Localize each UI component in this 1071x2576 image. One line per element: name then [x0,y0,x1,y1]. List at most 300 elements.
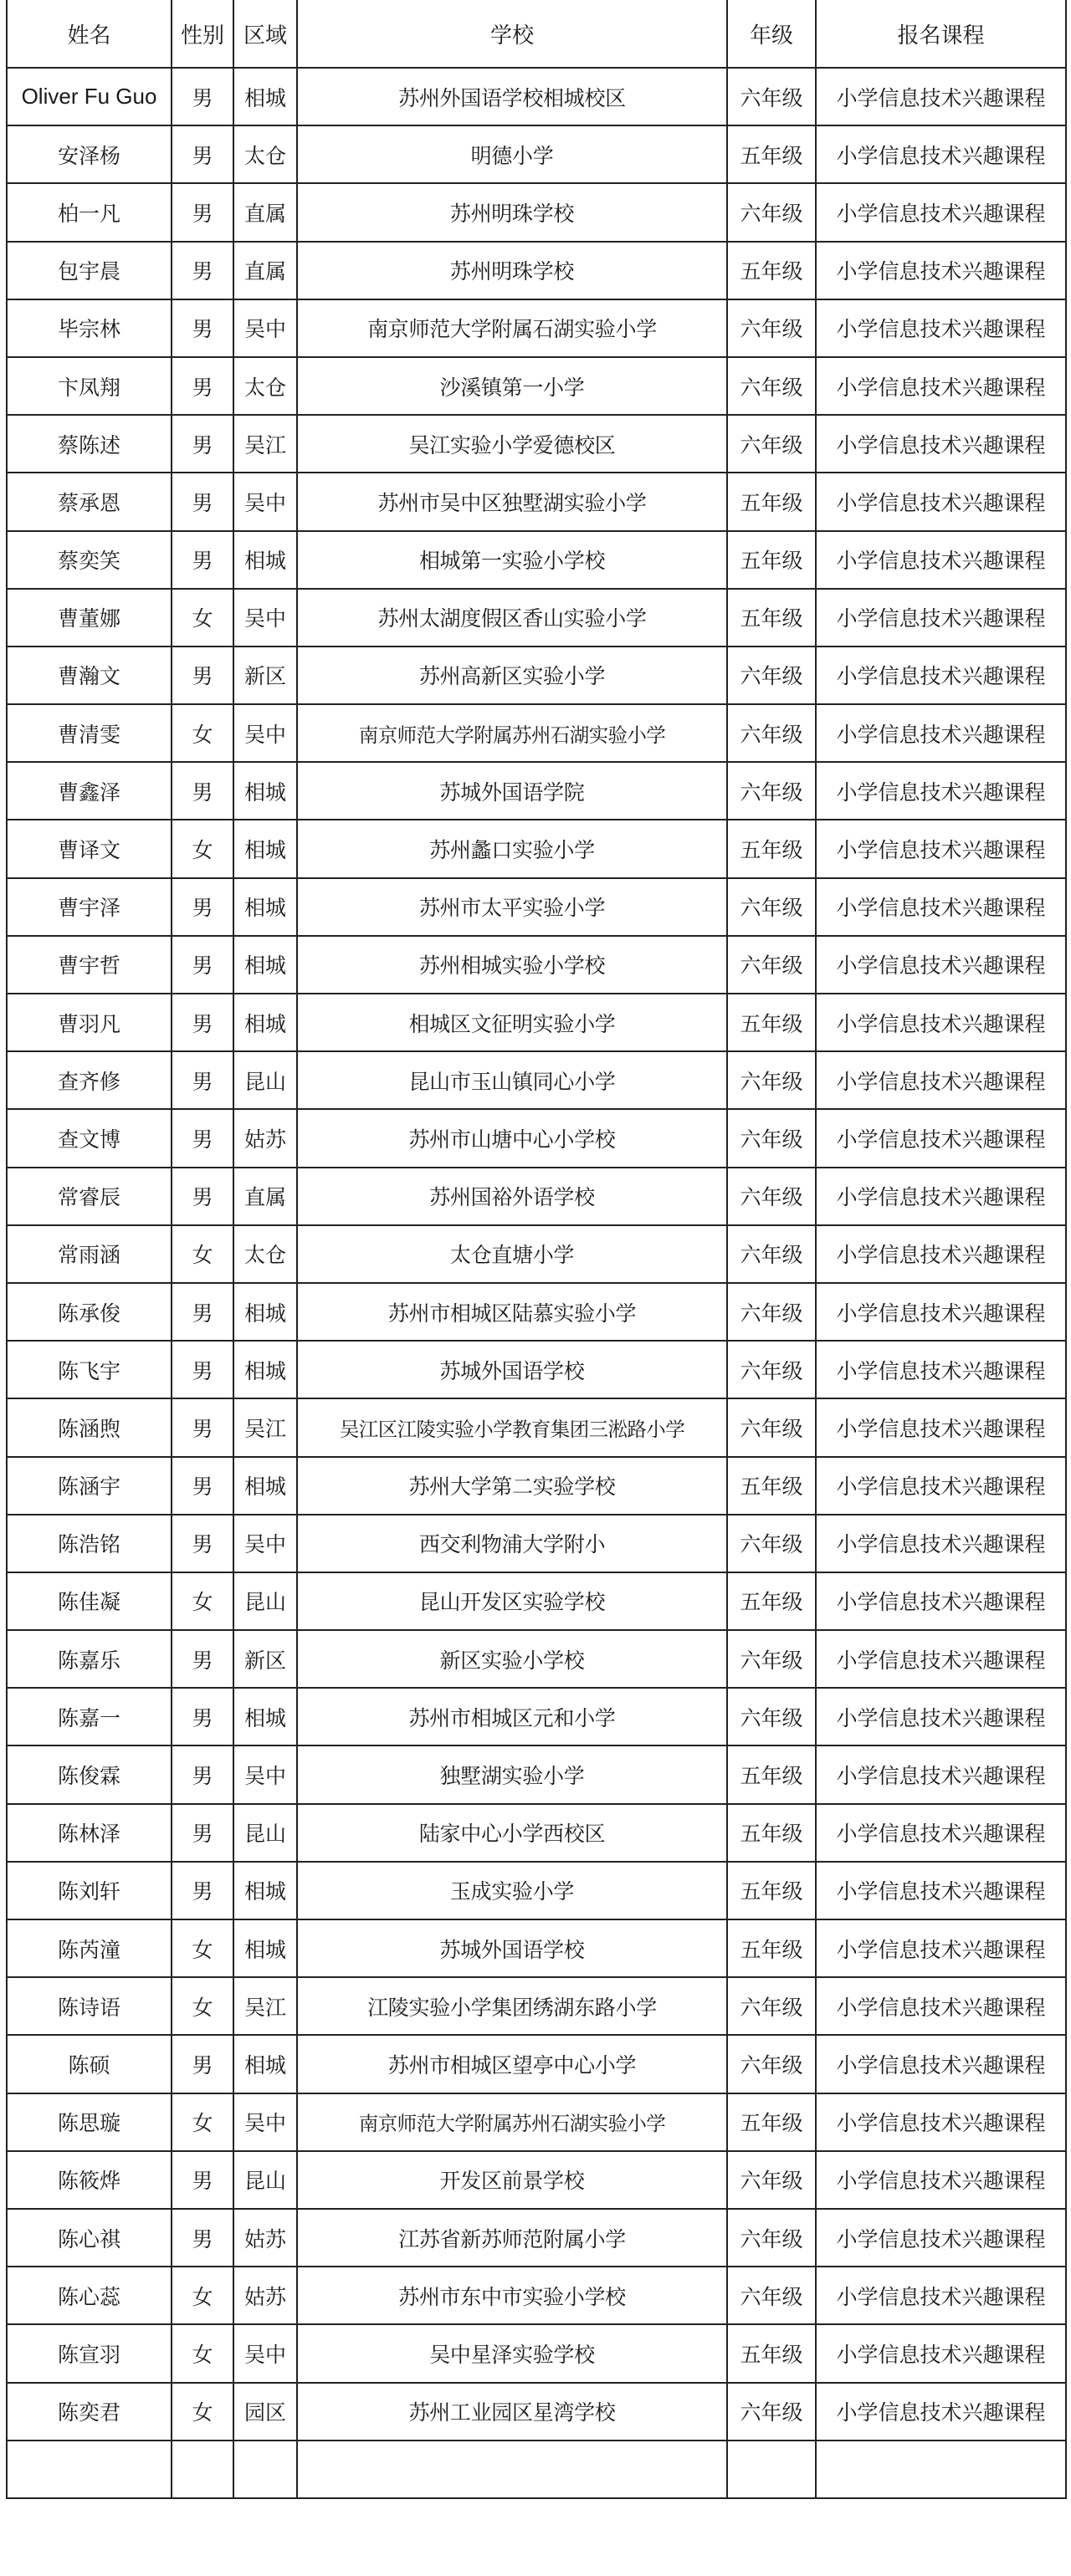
cell-course: 小学信息技术兴趣课程 [816,2035,1066,2093]
cell-area: 相城 [233,1341,297,1398]
cell-gender: 男 [172,1688,233,1745]
cell-grade: 五年级 [727,125,816,183]
cell-name: 陈奕君 [7,2383,172,2441]
cell-course: 小学信息技术兴趣课程 [816,1804,1066,1862]
cell-course: 小学信息技术兴趣课程 [816,299,1066,357]
cell-school: 苏州太湖度假区香山实验小学 [297,589,727,647]
cell-area: 相城 [233,936,297,994]
cell-gender: 男 [172,1168,233,1225]
cell-name: 曹瀚文 [7,647,172,704]
cell-school [297,2441,727,2498]
cell-course: 小学信息技术兴趣课程 [816,589,1066,647]
cell-grade: 六年级 [727,762,816,820]
cell-name: 卞凤翔 [7,357,172,415]
cell-gender: 男 [172,762,233,820]
table-row [7,1919,1066,1977]
cell-grade: 五年级 [727,820,816,877]
cell-gender: 男 [172,878,233,936]
cell-course: 小学信息技术兴趣课程 [816,415,1066,473]
table-row [7,1630,1066,1688]
cell-name: 陈思璇 [7,2093,172,2151]
cell-course: 小学信息技术兴趣课程 [816,1398,1066,1456]
cell-area: 太仓 [233,125,297,183]
cell-course: 小学信息技术兴趣课程 [816,2383,1066,2441]
table-row [7,1745,1066,1803]
cell-grade: 六年级 [727,2035,816,2093]
cell-course: 小学信息技术兴趣课程 [816,994,1066,1051]
cell-grade: 六年级 [727,1051,816,1109]
cell-area: 相城 [233,1283,297,1341]
cell-grade: 六年级 [727,357,816,415]
table-row [7,125,1066,183]
cell-area: 相城 [233,1862,297,1919]
cell-name: 包宇晨 [7,242,172,299]
cell-gender: 女 [172,1919,233,1977]
cell-school: 苏城外国语学校 [297,1919,727,1977]
cell-grade: 六年级 [727,1283,816,1341]
table-row [7,1283,1066,1341]
cell-area: 吴江 [233,1398,297,1456]
cell-gender: 男 [172,1630,233,1688]
cell-area: 吴中 [233,299,297,357]
cell-grade [727,2441,816,2498]
cell-name: 查齐修 [7,1051,172,1109]
cell-area: 园区 [233,2383,297,2441]
table-row [7,762,1066,820]
cell-course: 小学信息技术兴趣课程 [816,2267,1066,2324]
cell-name: 查文博 [7,1109,172,1167]
cell-school: 苏城外国语学校 [297,1341,727,1398]
cell-school: 苏城外国语学院 [297,762,727,820]
cell-grade: 五年级 [727,1572,816,1630]
cell-gender: 男 [172,299,233,357]
cell-course: 小学信息技术兴趣课程 [816,125,1066,183]
cell-school: 苏州市吴中区独墅湖实验小学 [297,473,727,530]
cell-grade: 六年级 [727,2151,816,2209]
cell-area: 相城 [233,994,297,1051]
cell-school: 苏州蠡口实验小学 [297,820,727,877]
cell-name: 陈宣羽 [7,2324,172,2382]
cell-name: 常睿辰 [7,1168,172,1225]
cell-name: 陈浩铭 [7,1515,172,1572]
table-row [7,531,1066,589]
cell-grade: 五年级 [727,473,816,530]
cell-area: 吴中 [233,2093,297,2151]
roster-body [7,68,1066,2498]
cell-gender: 女 [172,2267,233,2324]
cell-course: 小学信息技术兴趣课程 [816,1341,1066,1398]
cell-school: 南京师范大学附属石湖实验小学 [297,299,727,357]
cell-course: 小学信息技术兴趣课程 [816,1109,1066,1167]
cell-area: 新区 [233,1630,297,1688]
cell-gender: 男 [172,1283,233,1341]
cell-gender [172,2441,233,2498]
cell-name: 曹羽凡 [7,994,172,1051]
cell-course: 小学信息技术兴趣课程 [816,68,1066,125]
cell-area: 姑苏 [233,1109,297,1167]
table-row [7,242,1066,299]
table-row [7,1688,1066,1745]
cell-name: 陈心祺 [7,2209,172,2267]
cell-area: 姑苏 [233,2209,297,2267]
cell-grade: 六年级 [727,878,816,936]
cell-grade: 六年级 [727,2383,816,2441]
cell-gender: 女 [172,704,233,762]
cell-school: 沙溪镇第一小学 [297,357,727,415]
cell-area: 直属 [233,183,297,241]
cell-area: 吴中 [233,1515,297,1572]
cell-grade: 六年级 [727,1977,816,2035]
cell-name: 陈涵煦 [7,1398,172,1456]
cell-grade: 五年级 [727,242,816,299]
cell-course: 小学信息技术兴趣课程 [816,242,1066,299]
table-row [7,357,1066,415]
cell-area: 直属 [233,1168,297,1225]
cell-course: 小学信息技术兴趣课程 [816,357,1066,415]
cell-name: 安泽杨 [7,125,172,183]
cell-name: 曹鑫泽 [7,762,172,820]
cell-area: 昆山 [233,1804,297,1862]
table-row [7,2441,1066,2498]
table-row [7,415,1066,473]
roster-table [6,0,1067,2499]
cell-school: 开发区前景学校 [297,2151,727,2209]
table-row [7,473,1066,530]
cell-grade: 六年级 [727,2209,816,2267]
cell-school: 南京师范大学附属苏州石湖实验小学 [297,704,727,762]
cell-course: 小学信息技术兴趣课程 [816,2209,1066,2267]
table-row [7,1977,1066,2035]
cell-grade: 五年级 [727,994,816,1051]
cell-course: 小学信息技术兴趣课程 [816,1225,1066,1283]
cell-school: 昆山开发区实验学校 [297,1572,727,1630]
cell-area: 吴中 [233,1745,297,1803]
cell-gender: 男 [172,2209,233,2267]
cell-school: 玉成实验小学 [297,1862,727,1919]
cell-course: 小学信息技术兴趣课程 [816,1630,1066,1688]
cell-area: 新区 [233,647,297,704]
cell-area: 直属 [233,242,297,299]
cell-name: 陈筱烨 [7,2151,172,2209]
table-row [7,2093,1066,2151]
cell-school: 江苏省新苏师范附属小学 [297,2209,727,2267]
cell-grade: 五年级 [727,1457,816,1515]
cell-grade: 六年级 [727,2267,816,2324]
table-row [7,2035,1066,2093]
cell-gender: 女 [172,2324,233,2382]
cell-area: 相城 [233,1919,297,1977]
cell-course: 小学信息技术兴趣课程 [816,1688,1066,1745]
cell-course: 小学信息技术兴趣课程 [816,531,1066,589]
cell-school: 独墅湖实验小学 [297,1745,727,1803]
cell-area: 相城 [233,1457,297,1515]
cell-course: 小学信息技术兴趣课程 [816,1919,1066,1977]
cell-name: 蔡陈述 [7,415,172,473]
cell-course: 小学信息技术兴趣课程 [816,1572,1066,1630]
cell-course [816,2441,1066,2498]
cell-name: 柏一凡 [7,183,172,241]
cell-gender: 男 [172,125,233,183]
cell-grade: 六年级 [727,647,816,704]
cell-name: 陈飞宇 [7,1341,172,1398]
cell-course: 小学信息技术兴趣课程 [816,1515,1066,1572]
cell-name: 陈芮潼 [7,1919,172,1977]
cell-grade: 六年级 [727,68,816,125]
cell-gender: 女 [172,1572,233,1630]
cell-grade: 五年级 [727,2324,816,2382]
cell-school: 西交利物浦大学附小 [297,1515,727,1572]
cell-gender: 男 [172,2151,233,2209]
table-row [7,1341,1066,1398]
cell-course: 小学信息技术兴趣课程 [816,1862,1066,1919]
cell-area: 昆山 [233,2151,297,2209]
cell-name: 毕宗林 [7,299,172,357]
header-grade: 年级 [727,0,816,68]
table-row [7,1051,1066,1109]
cell-gender: 男 [172,994,233,1051]
table-row [7,1168,1066,1225]
cell-name: 常雨涵 [7,1225,172,1283]
cell-course: 小学信息技术兴趣课程 [816,1283,1066,1341]
cell-gender: 男 [172,183,233,241]
table-row [7,647,1066,704]
cell-school: 苏州高新区实验小学 [297,647,727,704]
cell-area: 姑苏 [233,2267,297,2324]
cell-gender: 男 [172,1804,233,1862]
cell-gender: 女 [172,2093,233,2151]
cell-name: 曹董娜 [7,589,172,647]
header-area: 区域 [233,0,297,68]
cell-school: 苏州明珠学校 [297,242,727,299]
cell-gender: 男 [172,1341,233,1398]
cell-area: 吴江 [233,415,297,473]
cell-grade: 五年级 [727,531,816,589]
cell-grade: 六年级 [727,1168,816,1225]
cell-school: 苏州市相城区望亭中心小学 [297,2035,727,2093]
cell-area: 太仓 [233,357,297,415]
cell-school: 吴江区江陵实验小学教育集团三淞路小学 [297,1398,727,1456]
table-row [7,1457,1066,1515]
cell-area: 吴中 [233,589,297,647]
cell-course: 小学信息技术兴趣课程 [816,647,1066,704]
cell-school: 苏州市东中市实验小学校 [297,2267,727,2324]
cell-course: 小学信息技术兴趣课程 [816,2324,1066,2382]
cell-name: Oliver Fu Guo [7,68,172,125]
cell-school: 相城第一实验小学校 [297,531,727,589]
header-course: 报名课程 [816,0,1066,68]
table-row [7,1862,1066,1919]
cell-area: 相城 [233,762,297,820]
cell-area: 相城 [233,1688,297,1745]
cell-school: 苏州市相城区元和小学 [297,1688,727,1745]
cell-grade: 六年级 [727,936,816,994]
cell-area: 昆山 [233,1572,297,1630]
cell-gender: 男 [172,2035,233,2093]
cell-course: 小学信息技术兴趣课程 [816,1977,1066,2035]
cell-name: 陈嘉乐 [7,1630,172,1688]
cell-gender: 男 [172,1109,233,1167]
cell-area: 相城 [233,878,297,936]
cell-area: 吴中 [233,2324,297,2382]
cell-school: 南京师范大学附属苏州石湖实验小学 [297,2093,727,2151]
cell-grade: 六年级 [727,1630,816,1688]
cell-name: 陈心蕊 [7,2267,172,2324]
cell-school: 太仓直塘小学 [297,1225,727,1283]
table-row [7,820,1066,877]
cell-grade: 五年级 [727,1862,816,1919]
cell-area: 太仓 [233,1225,297,1283]
cell-name: 陈俊霖 [7,1745,172,1803]
cell-course: 小学信息技术兴趣课程 [816,1745,1066,1803]
cell-school: 苏州外国语学校相城校区 [297,68,727,125]
header-gender: 性别 [172,0,233,68]
cell-school: 苏州大学第二实验学校 [297,1457,727,1515]
cell-gender: 男 [172,473,233,530]
cell-gender: 男 [172,415,233,473]
table-row [7,589,1066,647]
cell-grade: 六年级 [727,415,816,473]
cell-course: 小学信息技术兴趣课程 [816,2151,1066,2209]
cell-school: 新区实验小学校 [297,1630,727,1688]
table-row [7,1109,1066,1167]
cell-school: 相城区文征明实验小学 [297,994,727,1051]
cell-course: 小学信息技术兴趣课程 [816,878,1066,936]
table-row [7,994,1066,1051]
cell-gender: 男 [172,1745,233,1803]
cell-school: 陆家中心小学西校区 [297,1804,727,1862]
cell-course: 小学信息技术兴趣课程 [816,183,1066,241]
cell-school: 苏州市相城区陆慕实验小学 [297,1283,727,1341]
cell-school: 吴江实验小学爱德校区 [297,415,727,473]
cell-grade: 六年级 [727,1225,816,1283]
table-row [7,183,1066,241]
cell-grade: 五年级 [727,589,816,647]
table-row [7,1225,1066,1283]
cell-gender: 男 [172,357,233,415]
cell-gender: 女 [172,2383,233,2441]
cell-school: 江陵实验小学集团绣湖东路小学 [297,1977,727,2035]
cell-school: 苏州相城实验小学校 [297,936,727,994]
header-row [7,0,1066,68]
header-school: 学校 [297,0,727,68]
cell-gender: 男 [172,531,233,589]
cell-area: 吴江 [233,1977,297,2035]
table-row [7,1804,1066,1862]
cell-name: 陈承俊 [7,1283,172,1341]
table-row [7,936,1066,994]
cell-school: 昆山市玉山镇同心小学 [297,1051,727,1109]
cell-name: 陈诗语 [7,1977,172,2035]
cell-school: 苏州市太平实验小学 [297,878,727,936]
cell-grade: 五年级 [727,1919,816,1977]
cell-gender: 女 [172,1225,233,1283]
table-row [7,299,1066,357]
table-row [7,2151,1066,2209]
cell-grade: 五年级 [727,1804,816,1862]
cell-name: 陈嘉一 [7,1688,172,1745]
cell-area: 相城 [233,531,297,589]
cell-course: 小学信息技术兴趣课程 [816,1457,1066,1515]
cell-gender: 女 [172,820,233,877]
cell-gender: 男 [172,68,233,125]
cell-name: 曹清雯 [7,704,172,762]
cell-name [7,2441,172,2498]
cell-school: 苏州明珠学校 [297,183,727,241]
cell-gender: 女 [172,589,233,647]
cell-course: 小学信息技术兴趣课程 [816,1051,1066,1109]
cell-gender: 男 [172,1051,233,1109]
cell-school: 吴中星泽实验学校 [297,2324,727,2382]
cell-grade: 六年级 [727,1398,816,1456]
cell-area [233,2441,297,2498]
cell-gender: 女 [172,1977,233,2035]
table-row [7,2209,1066,2267]
cell-gender: 男 [172,936,233,994]
cell-course: 小学信息技术兴趣课程 [816,936,1066,994]
table-row [7,68,1066,125]
cell-name: 陈硕 [7,2035,172,2093]
cell-name: 曹译文 [7,820,172,877]
cell-grade: 六年级 [727,1109,816,1167]
cell-gender: 男 [172,1398,233,1456]
cell-grade: 六年级 [727,1515,816,1572]
cell-grade: 六年级 [727,704,816,762]
cell-school: 明德小学 [297,125,727,183]
cell-name: 陈涵宇 [7,1457,172,1515]
header-name: 姓名 [7,0,172,68]
cell-area: 昆山 [233,1051,297,1109]
table-row [7,1398,1066,1456]
cell-course: 小学信息技术兴趣课程 [816,820,1066,877]
cell-school: 苏州工业园区星湾学校 [297,2383,727,2441]
cell-gender: 男 [172,647,233,704]
table-row [7,878,1066,936]
cell-name: 陈刘轩 [7,1862,172,1919]
cell-name: 曹宇哲 [7,936,172,994]
cell-name: 蔡承恩 [7,473,172,530]
cell-school: 苏州市山塘中心小学校 [297,1109,727,1167]
cell-gender: 男 [172,1457,233,1515]
cell-area: 相城 [233,820,297,877]
cell-grade: 六年级 [727,299,816,357]
table-row [7,704,1066,762]
cell-grade: 六年级 [727,1688,816,1745]
table-row [7,1515,1066,1572]
cell-course: 小学信息技术兴趣课程 [816,1168,1066,1225]
cell-course: 小学信息技术兴趣课程 [816,762,1066,820]
cell-name: 陈佳凝 [7,1572,172,1630]
cell-area: 相城 [233,68,297,125]
table-row [7,1572,1066,1630]
table-row [7,2267,1066,2324]
table-row [7,2324,1066,2382]
cell-grade: 六年级 [727,183,816,241]
cell-gender: 男 [172,242,233,299]
cell-grade: 五年级 [727,2093,816,2151]
cell-course: 小学信息技术兴趣课程 [816,473,1066,530]
cell-course: 小学信息技术兴趣课程 [816,704,1066,762]
cell-gender: 男 [172,1515,233,1572]
cell-gender: 男 [172,1862,233,1919]
cell-area: 相城 [233,2035,297,2093]
cell-area: 吴中 [233,704,297,762]
cell-name: 陈林泽 [7,1804,172,1862]
cell-area: 吴中 [233,473,297,530]
cell-course: 小学信息技术兴趣课程 [816,2093,1066,2151]
cell-school: 苏州国裕外语学校 [297,1168,727,1225]
cell-grade: 五年级 [727,1745,816,1803]
cell-name: 蔡奕笑 [7,531,172,589]
